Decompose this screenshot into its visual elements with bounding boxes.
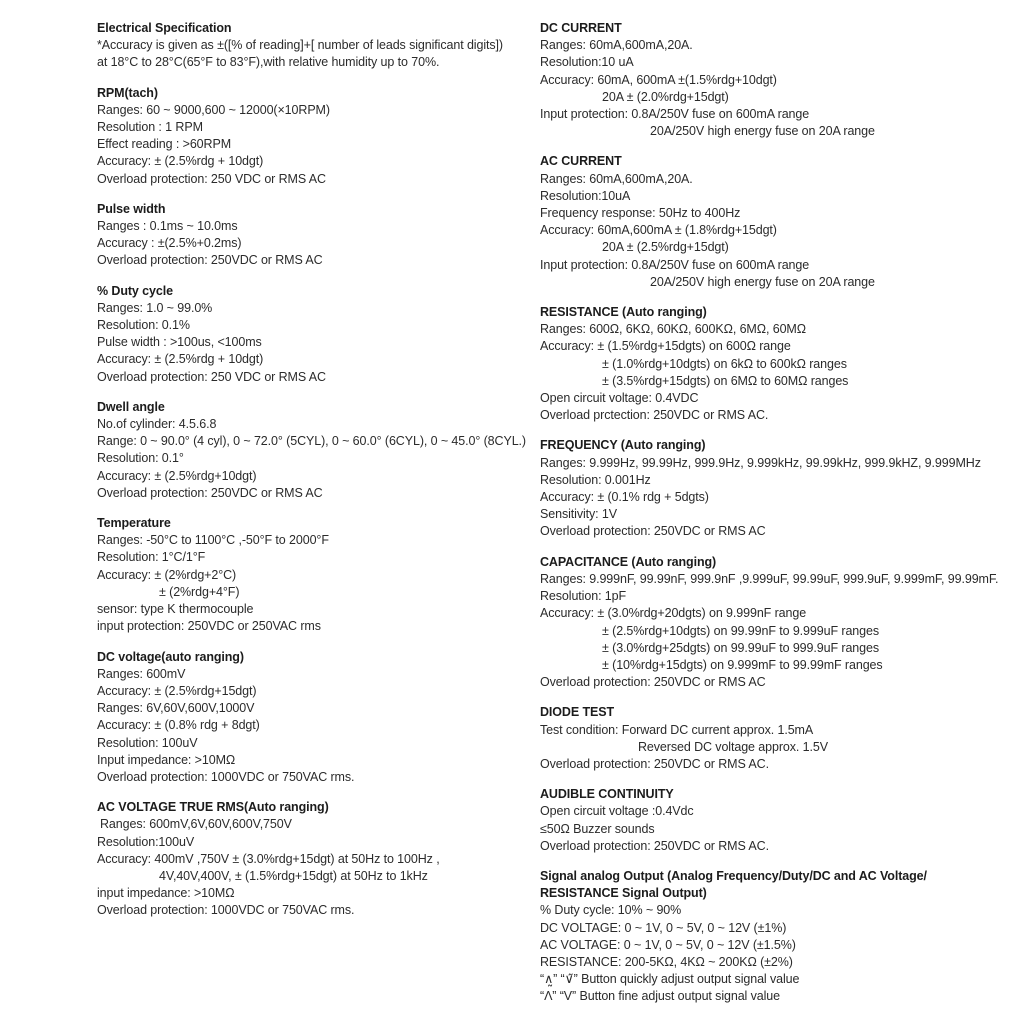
- spec-line: at 18°C to 28°C(65°F to 83°F),with relative humidity up to 70%.: [97, 55, 440, 70]
- spec-line: Input impedance: >10MΩ: [97, 752, 236, 767]
- spec-line: Overload protection: 250 VDC or RMS AC: [97, 171, 326, 186]
- spec-section-ac-voltage: [97, 799, 547, 919]
- spec-line: Resolution : 1 RPM: [97, 120, 203, 135]
- section-title: DC CURRENT: [540, 21, 622, 35]
- spec-line: 20A ± (2.0%rdg+15dgt): [602, 89, 729, 104]
- spec-line: Accuracy: ± (0.8% rdg + 8dgt): [97, 718, 260, 733]
- section-title: Signal analog Output (Analog Frequency/Duty/DC and AC Voltage/: [540, 868, 927, 883]
- spec-line: Input protection: 0.8A/250V fuse on 600mA range: [540, 107, 810, 122]
- spec-line: Accuracy: 60mA,600mA ± (1.8%rdg+15dgt): [540, 223, 777, 238]
- spec-line: Input protection: 0.8A/250V fuse on 600mA range: [540, 257, 810, 272]
- spec-line: % Duty cycle: 10% ~ 90%: [540, 903, 682, 918]
- spec-line: ± (1.0%rdg+10dgts) on 6kΩ to 600kΩ ranges: [602, 356, 847, 371]
- spec-line: Accuracy: ± (2%rdg+2°C): [97, 567, 237, 582]
- spec-line: Open circuit voltage: 0.4VDC: [540, 391, 699, 406]
- spec-line: Accuracy: ± (3.0%rdg+20dgts) on 9.999nF range: [540, 606, 807, 621]
- spec-line: “Λ” “V” Button fine adjust output signal value: [540, 989, 780, 1004]
- spec-line: Resolution: 0.1°: [97, 451, 184, 466]
- spec-line: ≤50Ω Buzzer sounds: [540, 821, 655, 836]
- spec-line: 4V,40V,400V, ± (1.5%rdg+15dgt) at 50Hz to 1kHz: [159, 868, 428, 883]
- spec-section-ac-current: [540, 153, 1020, 291]
- spec-line: Ranges: 600mV,6V,60V,600V,750V: [100, 817, 292, 832]
- spec-line: Resolution: 0.1%: [97, 318, 190, 333]
- section-title: FREQUENCY (Auto ranging): [540, 438, 706, 453]
- spec-line: Accuracy : ±(2.5%+0.2ms): [97, 236, 242, 251]
- section-title: Temperature: [97, 516, 171, 531]
- spec-line: Accuracy: 60mA, 600mA ±(1.5%rdg+10dgt): [540, 72, 777, 87]
- spec-line: Ranges: -50°C to 1100°C ,-50°F to 2000°F: [97, 533, 329, 548]
- spec-line: RESISTANCE: 200-5KΩ, 4KΩ ~ 200KΩ (±2%): [540, 954, 793, 969]
- spec-line: Resolution:10uA: [540, 188, 631, 203]
- spec-line: input impedance: >10MΩ: [97, 886, 235, 901]
- spec-line: Overload protection: 250VDC or RMS AC.: [540, 756, 769, 771]
- section-title: AC VOLTAGE TRUE RMS(Auto ranging): [97, 800, 329, 815]
- spec-line: Resolution: 0.001Hz: [540, 472, 651, 487]
- spec-line: Ranges: 60mA,600mA,20A.: [540, 171, 693, 186]
- spec-line: ± (3.0%rdg+25dgts) on 99.99uF to 999.9uF ranges: [602, 640, 879, 655]
- spec-line: Ranges : 0.1ms ~ 10.0ms: [97, 219, 238, 234]
- spec-line: Sensitivity: 1V: [540, 507, 618, 522]
- spec-line: ± (2.5%rdg+10dgts) on 99.99nF to 9.999uF ranges: [602, 623, 879, 638]
- spec-section-dwell-angle: [97, 399, 547, 502]
- spec-line: Overload protection: 1000VDC or 750VAC rms.: [97, 903, 355, 918]
- spec-section-temperature: [97, 515, 547, 635]
- spec-line: Resolution:100uV: [97, 834, 195, 849]
- section-title: CAPACITANCE (Auto ranging): [540, 554, 717, 569]
- spec-section-resistance: [540, 304, 1020, 424]
- spec-line: Frequency response: 50Hz to 400Hz: [540, 206, 741, 221]
- spec-section-duty-cycle: [97, 283, 547, 386]
- section-title: RPM(tach): [97, 85, 158, 100]
- spec-line: Accuracy: 400mV ,750V ± (3.0%rdg+15dgt) at 50Hz to 100Hz ,: [97, 851, 440, 866]
- spec-line: Resolution: 1pF: [540, 589, 627, 604]
- spec-line: Overload protection: 1000VDC or 750VAC rms.: [97, 769, 355, 784]
- spec-column-right: [540, 20, 1020, 1019]
- spec-line: Accuracy: ± (1.5%rdg+15dgts) on 600Ω range: [540, 339, 791, 354]
- spec-line: Accuracy: ± (2.5%rdg+10dgt): [97, 468, 257, 483]
- spec-line: Overload protection: 250VDC or RMS AC: [97, 485, 323, 500]
- spec-line: Overload protection: 250VDC or RMS AC: [540, 524, 766, 539]
- spec-line: ± (3.5%rdg+15dgts) on 6MΩ to 60MΩ ranges: [602, 373, 849, 388]
- spec-line: Reversed DC voltage approx. 1.5V: [638, 739, 828, 754]
- spec-line: Ranges: 9.999nF, 99.99nF, 999.9nF ,9.999uF, 99.99uF, 999.9uF, 9.999mF, 99.99mF.: [540, 571, 999, 586]
- spec-line: ± (10%rdg+15dgts) on 9.999mF to 99.99mF ranges: [602, 657, 883, 672]
- spec-line: Range: 0 ~ 90.0° (4 cyl), 0 ~ 72.0° (5CYL), 0 ~ 60.0° (6CYL), 0 ~ 45.0° (8CYL.): [97, 434, 526, 449]
- spec-line: Resolution: 1°C/1°F: [97, 550, 206, 565]
- spec-line: Overload protection: 250VDC or RMS AC: [97, 253, 323, 268]
- section-title: DC voltage(auto ranging): [97, 649, 244, 664]
- spec-line: AC VOLTAGE: 0 ~ 1V, 0 ~ 5V, 0 ~ 12V (±1.5%): [540, 937, 796, 952]
- spec-line: Accuracy: ± (0.1% rdg + 5dgts): [540, 490, 709, 505]
- spec-section-rpm-tach: [97, 85, 547, 188]
- spec-section-signal-analog-output: [540, 868, 1020, 1006]
- spec-line: Open circuit voltage :0.4Vdc: [540, 804, 694, 819]
- section-title: RESISTANCE Signal Output): [540, 886, 707, 901]
- spec-section-capacitance: [540, 554, 1020, 692]
- spec-section-audible-continuity: [540, 786, 1020, 855]
- spec-line: Ranges: 60 ~ 9000,600 ~ 12000(×10RPM): [97, 102, 330, 117]
- spec-line: Ranges: 1.0 ~ 99.0%: [97, 300, 213, 315]
- spec-line: Pulse width : >100us, <100ms: [97, 335, 262, 350]
- spec-line: Test condition: Forward DC current approx. 1.5mA: [540, 722, 814, 737]
- spec-line: Accuracy: ± (2.5%rdg+15dgt): [97, 683, 257, 698]
- spec-line: sensor: type K thermocouple: [97, 602, 254, 617]
- spec-column-left: [97, 20, 547, 933]
- spec-line: “∧̰” “∨̃” Button quickly adjust output signal value: [540, 972, 800, 987]
- spec-section-dc-voltage: [97, 649, 547, 787]
- section-title: Dwell angle: [97, 399, 165, 414]
- spec-section-diode-test: [540, 704, 1020, 773]
- spec-section-frequency: [540, 437, 1020, 540]
- spec-line: Accuracy: ± (2.5%rdg + 10dgt): [97, 352, 264, 367]
- spec-line: Effect reading : >60RPM: [97, 137, 232, 152]
- spec-line: 20A/250V high energy fuse on 20A range: [650, 124, 875, 139]
- spec-line: Ranges: 600Ω, 6KΩ, 60KΩ, 600KΩ, 6MΩ, 60MΩ: [540, 322, 806, 337]
- section-title: DIODE TEST: [540, 705, 615, 720]
- spec-line: Overload protection: 250VDC or RMS AC.: [540, 838, 769, 853]
- spec-line: 20A/250V high energy fuse on 20A range: [650, 274, 875, 289]
- spec-section-electrical-specification: [97, 20, 547, 72]
- spec-line: Overload protection: 250VDC or RMS AC: [540, 675, 766, 690]
- section-title: Pulse width: [97, 201, 166, 216]
- spec-line: Ranges: 600mV: [97, 666, 186, 681]
- spec-line: *Accuracy is given as ±([% of reading]+[ number of leads significant digits]): [97, 38, 503, 53]
- spec-line: 20A ± (2.5%rdg+15dgt): [602, 240, 729, 255]
- spec-line: input protection: 250VDC or 250VAC rms: [97, 619, 321, 634]
- section-title: AC CURRENT: [540, 154, 622, 169]
- spec-line: Ranges: 6V,60V,600V,1000V: [97, 701, 255, 716]
- section-title: RESISTANCE (Auto ranging): [540, 305, 707, 320]
- spec-line: Accuracy: ± (2.5%rdg + 10dgt): [97, 154, 264, 169]
- spec-line: Overload prctection: 250VDC or RMS AC.: [540, 408, 769, 423]
- section-title: % Duty cycle: [97, 283, 173, 298]
- spec-line: Resolution:10 uA: [540, 55, 634, 70]
- spec-line: Resolution: 100uV: [97, 735, 198, 750]
- spec-line: No.of cylinder: 4.5.6.8: [97, 417, 217, 432]
- spec-line: ± (2%rdg+4°F): [159, 584, 240, 599]
- spec-line: Ranges: 9.999Hz, 99.99Hz, 999.9Hz, 9.999kHz, 99.99kHz, 999.9kHZ, 9.999MHz: [540, 455, 981, 470]
- section-title: Electrical Specification: [97, 21, 232, 35]
- spec-section-pulse-width: [97, 201, 547, 270]
- spec-line: Overload protection: 250 VDC or RMS AC: [97, 369, 326, 384]
- spec-line: Ranges: 60mA,600mA,20A.: [540, 38, 693, 53]
- spec-section-dc-current: [540, 20, 1020, 140]
- section-title: AUDIBLE CONTINUITY: [540, 787, 674, 802]
- spec-line: DC VOLTAGE: 0 ~ 1V, 0 ~ 5V, 0 ~ 12V (±1%): [540, 920, 787, 935]
